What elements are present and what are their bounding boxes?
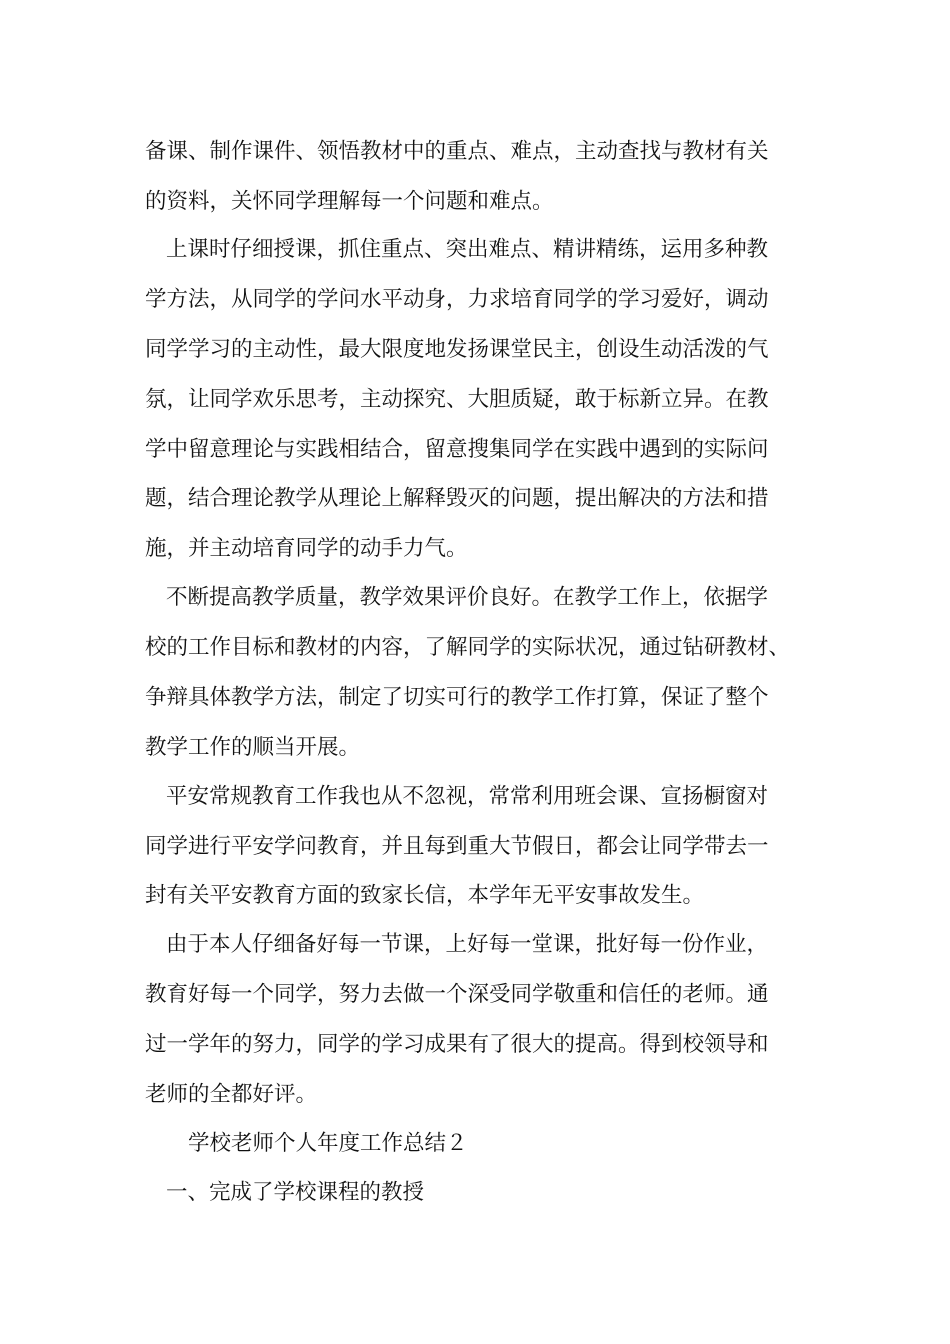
section-heading: 学校老师个人年度工作总结２ (188, 1131, 468, 1156)
text-line-15: 同学进行平安学问教育，并且每到重大节假日，都会让同学带去一 (145, 834, 769, 859)
text-line-20: 老师的全都好评。 (145, 1082, 318, 1107)
text-line-4: 学方法，从同学的学问水平动身，力求培育同学的学习爱好，调动 (145, 287, 769, 312)
text-line-6: 氛，让同学欢乐思考，主动探究、大胆质疑，敢于标新立异。在教 (145, 387, 769, 412)
text-line-13: 教学工作的顺当开展。 (145, 735, 361, 760)
subsection-heading: 一、完成了学校课程的教授 (166, 1180, 425, 1205)
text-line-12: 争辩具体教学方法，制定了切实可行的教学工作打算，保证了整个 (145, 685, 769, 710)
text-line-1: 备课、制作课件、领悟教材中的重点、难点，主动查找与教材有关 (145, 139, 769, 164)
text-line-3: 上课时仔细授课，抓住重点、突出难点、精讲精练，运用多种教 (166, 237, 769, 262)
text-line-10: 不断提高教学质量，教学效果评价良好。在教学工作上，依据学 (166, 585, 769, 610)
text-line-7: 学中留意理论与实践相结合，留意搜集同学在实践中遇到的实际问 (145, 437, 769, 462)
text-line-19: 过一学年的努力，同学的学习成果有了很大的提高。得到校领导和 (145, 1032, 769, 1057)
text-line-14: 平安常规教育工作我也从不忽视，常常利用班会课、宣扬橱窗对 (166, 784, 769, 809)
text-line-11: 校的工作目标和教材的内容，了解同学的实际状况，通过钻研教材、 (145, 635, 791, 660)
text-line-8: 题，结合理论教学从理论上解释毁灭的问题，提出解决的方法和措 (145, 486, 769, 511)
text-line-5: 同学学习的主动性，最大限度地发扬课堂民主，创设生动活泼的气 (145, 337, 769, 362)
text-line-16: 封有关平安教育方面的致家长信，本学年无平安事故发生。 (145, 883, 705, 908)
text-line-2: 的资料，关怀同学理解每一个问题和难点。 (145, 189, 554, 214)
text-line-18: 教育好每一个同学，努力去做一个深受同学敬重和信任的老师。通 (145, 982, 769, 1007)
text-line-17: 由于本人仔细备好每一节课，上好每一堂课，批好每一份作业， (166, 932, 769, 957)
text-line-9: 施，并主动培育同学的动手力气。 (145, 536, 468, 561)
